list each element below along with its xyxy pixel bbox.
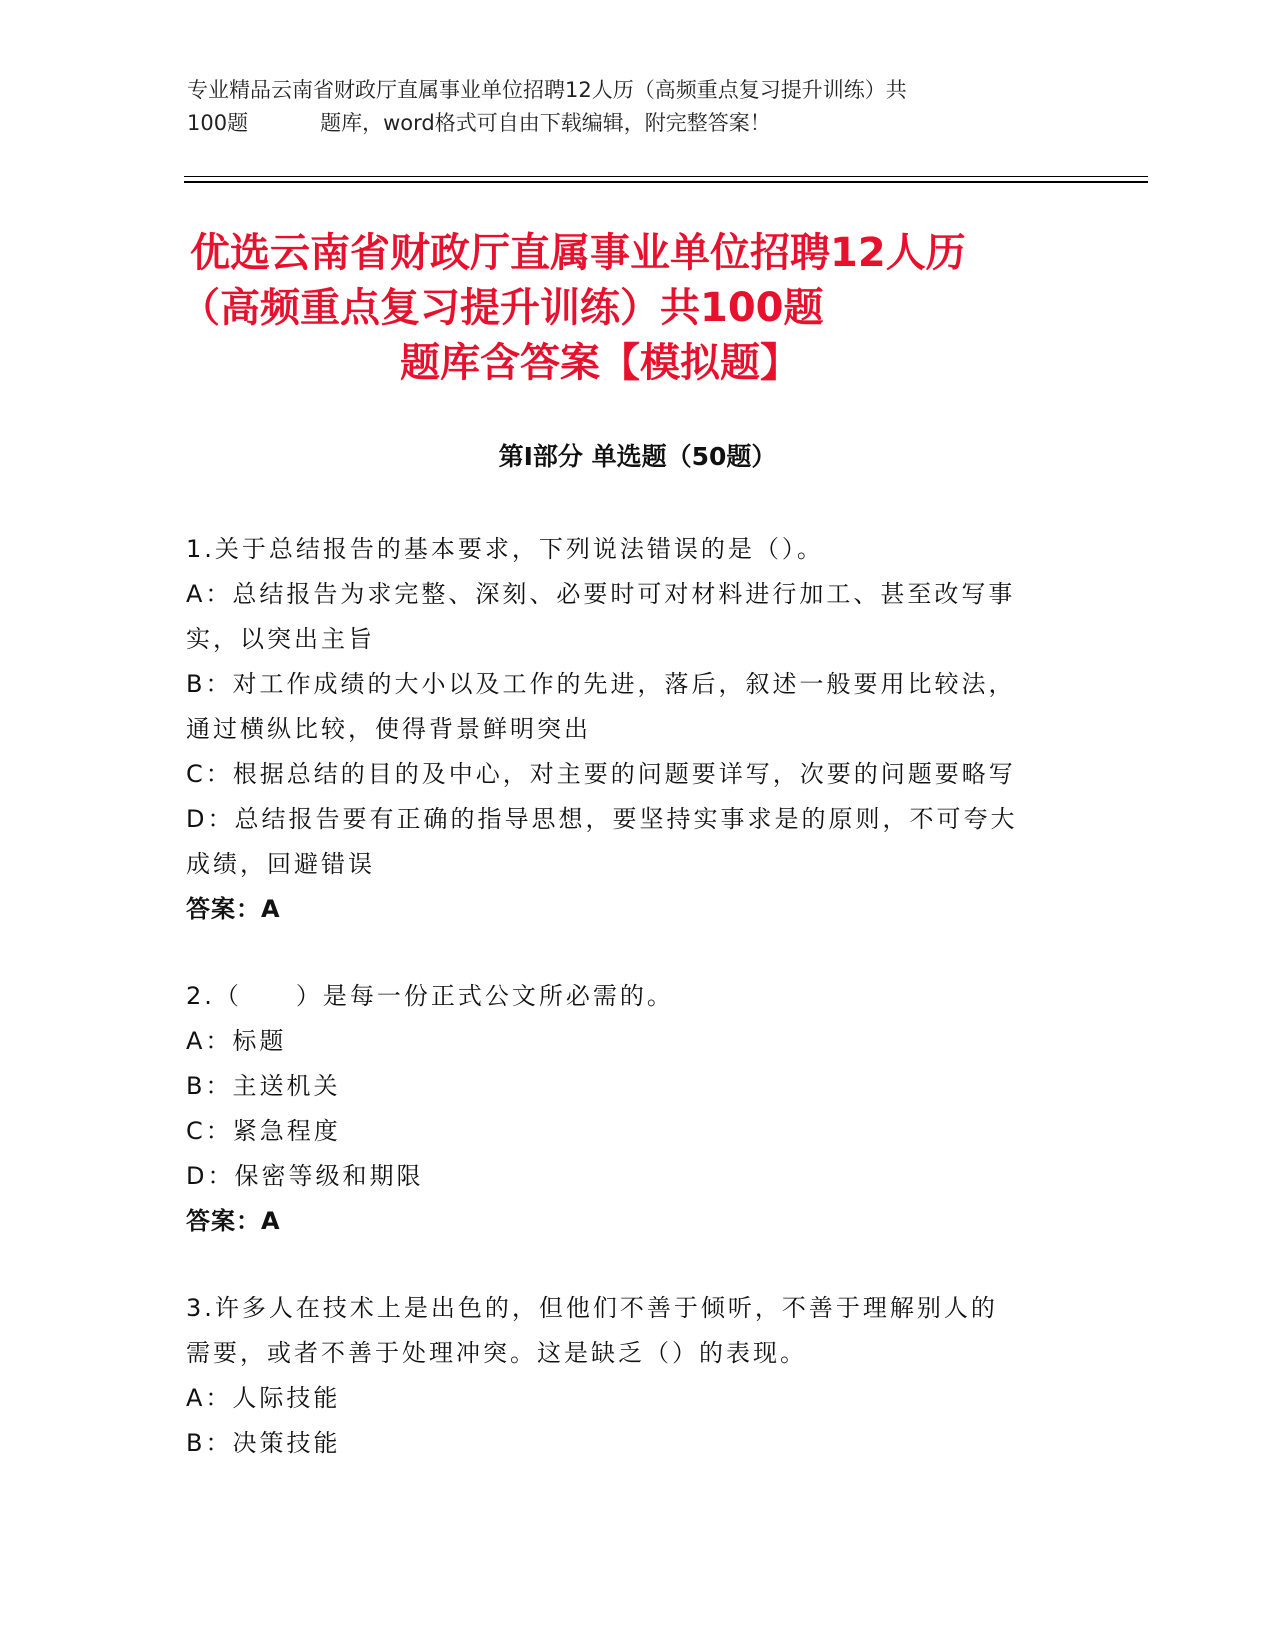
header-divider-thick — [184, 181, 1148, 183]
header-note-line1: 专业精品云南省财政厅直属事业单位招聘12人历（高频重点复习提升训练）共 — [187, 78, 907, 102]
title-line-2: （高频重点复习提升训练）共100题 — [180, 285, 824, 331]
option-a-line2: 实，以突出主旨 — [186, 625, 375, 653]
option-c: C：根据总结的目的及中心，对主要的问题要详写，次要的问题要略写 — [186, 760, 1016, 788]
option-b-line1: B：对工作成绩的大小以及工作的先进，落后，叙述一般要用比较法， — [186, 670, 1016, 698]
question-stem: 2.（ ）是每一份正式公文所必需的。 — [186, 982, 674, 1010]
option-b: B：主送机关 — [186, 1072, 341, 1100]
question-1 — [186, 527, 1086, 932]
option-a-line1: A：总结报告为求完整、深刻、必要时可对材料进行加工、甚至改写事 — [186, 580, 1016, 608]
title-line-3: 题库含答案【模拟题】 — [400, 340, 800, 386]
option-b-line2: 通过横纵比较，使得背景鲜明突出 — [186, 715, 591, 743]
option-a: A：人际技能 — [186, 1384, 341, 1412]
question-3 — [186, 1286, 1086, 1466]
option-b: B：决策技能 — [186, 1429, 341, 1457]
question-answer: 答案：A — [186, 1207, 281, 1235]
question-stem: 1.关于总结报告的基本要求，下列说法错误的是（）。 — [186, 535, 824, 563]
option-d-line2: 成绩，回避错误 — [186, 850, 375, 878]
option-a: A：标题 — [186, 1027, 287, 1055]
header-note — [187, 74, 1067, 140]
option-c: C：紧急程度 — [186, 1117, 341, 1145]
question-answer: 答案：A — [186, 895, 281, 923]
section-heading: 第Ⅰ部分 单选题（50题） — [498, 442, 777, 471]
document-title — [150, 226, 1120, 391]
header-note-description: 题库，word格式可自由下载编辑，附完整答案！ — [320, 111, 771, 135]
option-d: D：保密等级和期限 — [186, 1162, 424, 1190]
question-2 — [186, 974, 1086, 1244]
title-line-1: 优选云南省财政厅直属事业单位招聘12人历 — [190, 230, 966, 276]
header-divider-thin — [184, 176, 1148, 177]
question-stem-line1: 3.许多人在技术上是出色的，但他们不善于倾听，不善于理解别人的 — [186, 1294, 998, 1322]
header-note-line2 — [187, 107, 1067, 140]
question-list — [186, 527, 1086, 1508]
option-d-line1: D：总结报告要有正确的指导思想，要坚持实事求是的原则，不可夸大 — [186, 805, 1018, 833]
header-note-count: 100题 — [187, 111, 249, 135]
question-stem-line2: 需要，或者不善于处理冲突。这是缺乏（）的表现。 — [186, 1339, 807, 1367]
